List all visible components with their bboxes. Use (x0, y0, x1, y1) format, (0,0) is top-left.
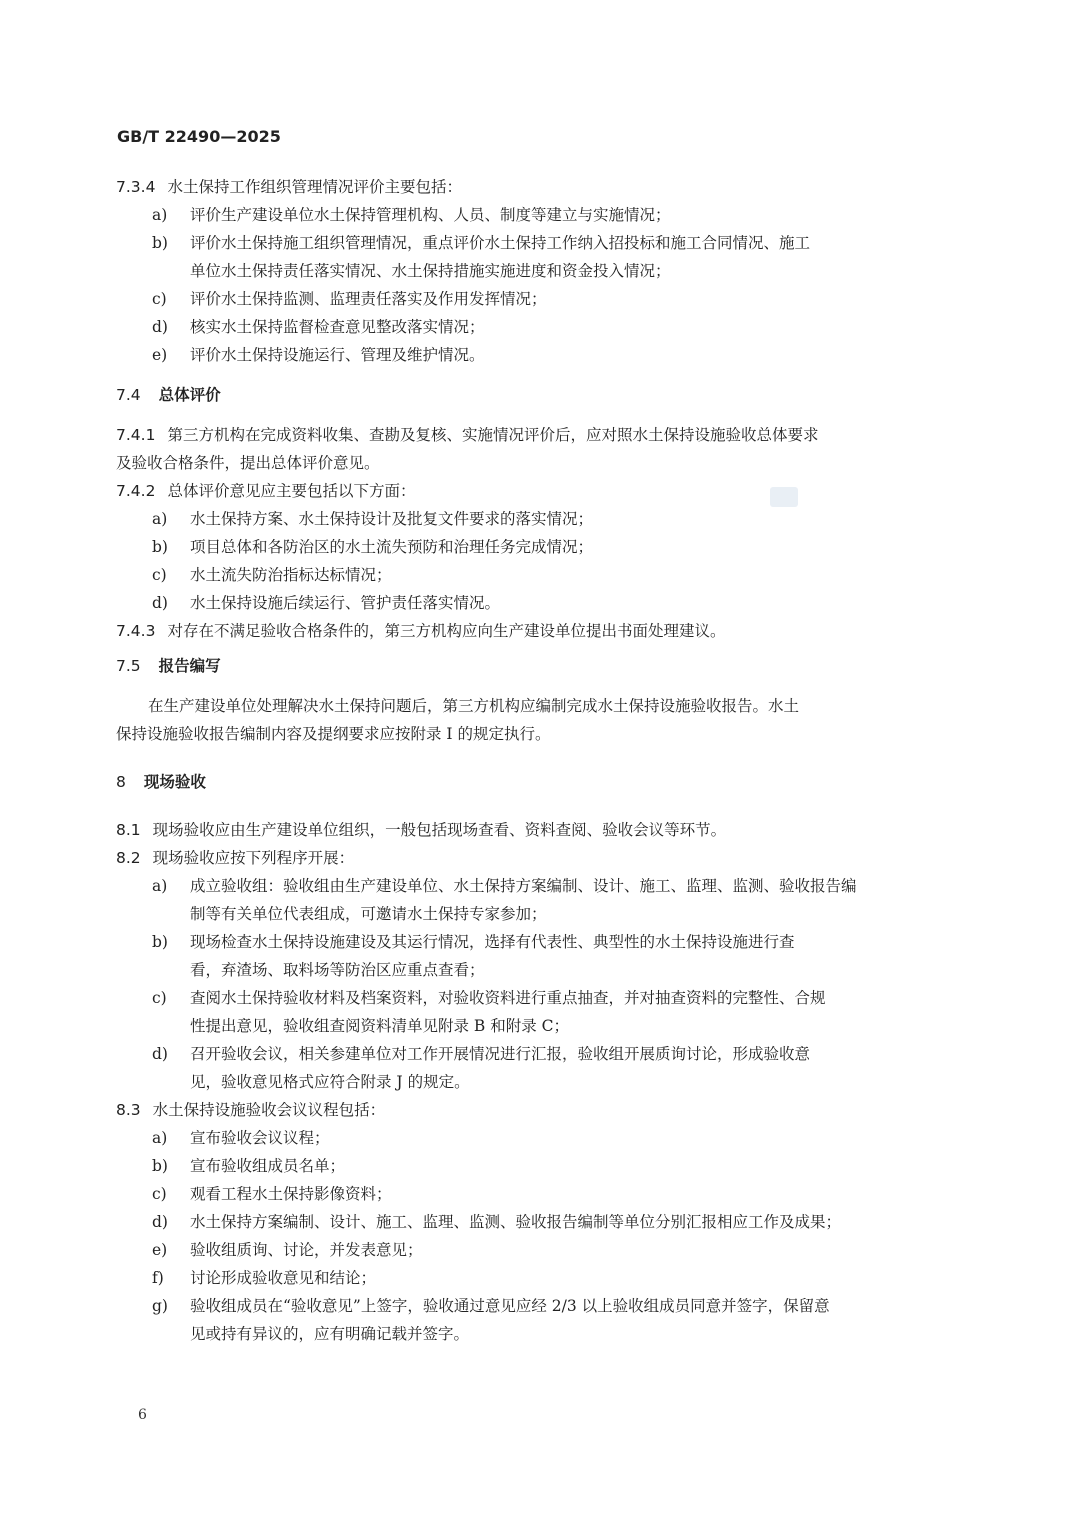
list-item: d) 水土保持方案编制、设计、施工、监理、监测、验收报告编制等单位分别汇报相应工作及成果； (152, 1213, 842, 1231)
paragraph-continuation: 保持设施验收报告编制内容及提纲要求应按附录 I 的规定执行。 (116, 725, 551, 743)
list-item: c) 水土流失防治指标达标情况； (152, 566, 392, 584)
document-body (116, 173, 956, 1348)
list-item: b) 宣布验收组成员名单； (152, 1157, 346, 1175)
clause-7-3-4: 7.3.4 水土保持工作组织管理情况评价主要包括： (116, 178, 462, 196)
list-item-continuation: 制等有关单位代表组成，可邀请水土保持专家参加； (190, 905, 547, 923)
list-item-continuation: 看，弃渣场、取料场等防治区应重点查看； (190, 961, 485, 979)
chapter-heading-8: 8 现场验收 (116, 773, 206, 791)
list-item: a) 宣布验收会议议程； (152, 1129, 330, 1147)
clause-7-4-1: 7.4.1 第三方机构在完成资料收集、查勘及复核、实施情况评价后，应对照水土保持设施验收总体要求 (116, 426, 819, 444)
list-item-continuation: 性提出意见，验收组查阅资料清单见附录 B 和附录 C； (190, 1017, 570, 1035)
section-heading-7-4: 7.4 总体评价 (116, 386, 221, 404)
section-heading-7-5: 7.5 报告编写 (116, 657, 221, 675)
list-item: b) 现场检查水土保持设施建设及其运行情况，选择有代表性、典型性的水土保持设施进行查 (152, 933, 795, 951)
list-item: f) 讨论形成验收意见和结论； (152, 1269, 377, 1287)
page-number: 6 (138, 1407, 147, 1423)
list-item: e) 评价水土保持设施运行、管理及维护情况。 (152, 346, 485, 364)
list-item: g) 验收组成员在“验收意见”上签字，验收通过意见应经 2/3 以上验收组成员同意并签字，保留意 (152, 1297, 830, 1315)
list-item: c) 评价水土保持监测、监理责任落实及作用发挥情况； (152, 290, 547, 308)
clause-8-3: 8.3 水土保持设施验收会议议程包括： (116, 1101, 386, 1119)
list-item: d) 核实水土保持监督检查意见整改落实情况； (152, 318, 485, 336)
clause-8-1: 8.1 现场验收应由生产建设单位组织，一般包括现场查看、资料查阅、验收会议等环节。 (116, 821, 727, 839)
list-item: a) 评价生产建设单位水土保持管理机构、人员、制度等建立与实施情况； (152, 206, 671, 224)
list-item-continuation: 见，验收意见格式应符合附录 J 的规定。 (190, 1073, 470, 1091)
list-item: d) 水土保持设施后续运行、管护责任落实情况。 (152, 594, 501, 612)
list-item: c) 观看工程水土保持影像资料； (152, 1185, 392, 1203)
list-item: d) 召开验收会议，相关参建单位对工作开展情况进行汇报，验收组开展质询讨论，形成验收意 (152, 1045, 811, 1063)
list-item: a) 水土保持方案、水土保持设计及批复文件要求的落实情况； (152, 510, 594, 528)
clause-continuation: 及验收合格条件，提出总体评价意见。 (116, 454, 380, 472)
list-item: b) 项目总体和各防治区的水土流失预防和治理任务完成情况； (152, 538, 594, 556)
clause-7-4-2: 7.4.2 总体评价意见应主要包括以下方面： (116, 482, 416, 500)
standard-number-header: GB/T 22490—2025 (117, 127, 281, 146)
list-item: b) 评价水土保持施工组织管理情况，重点评价水土保持工作纳入招投标和施工合同情况、施工 (152, 234, 811, 252)
paragraph: 在生产建设单位处理解决水土保持问题后，第三方机构应编制完成水土保持设施验收报告。水土 (148, 697, 800, 715)
list-item: a) 成立验收组：验收组由生产建设单位、水土保持方案编制、设计、施工、监理、监测、验收报告编 (152, 877, 857, 895)
clause-7-4-3: 7.4.3 对存在不满足验收合格条件的，第三方机构应向生产建设单位提出书面处理建议。 (116, 622, 726, 640)
list-item-continuation: 见或持有异议的，应有明确记载并签字。 (190, 1325, 470, 1343)
list-item: e) 验收组质询、讨论，并发表意见； (152, 1241, 423, 1259)
clause-8-2: 8.2 现场验收应按下列程序开展： (116, 849, 355, 867)
list-item-continuation: 单位水土保持责任落实情况、水土保持措施实施进度和资金投入情况； (190, 262, 671, 280)
list-item: c) 查阅水土保持验收材料及档案资料，对验收资料进行重点抽查，并对抽查资料的完整性、合规 (152, 989, 826, 1007)
